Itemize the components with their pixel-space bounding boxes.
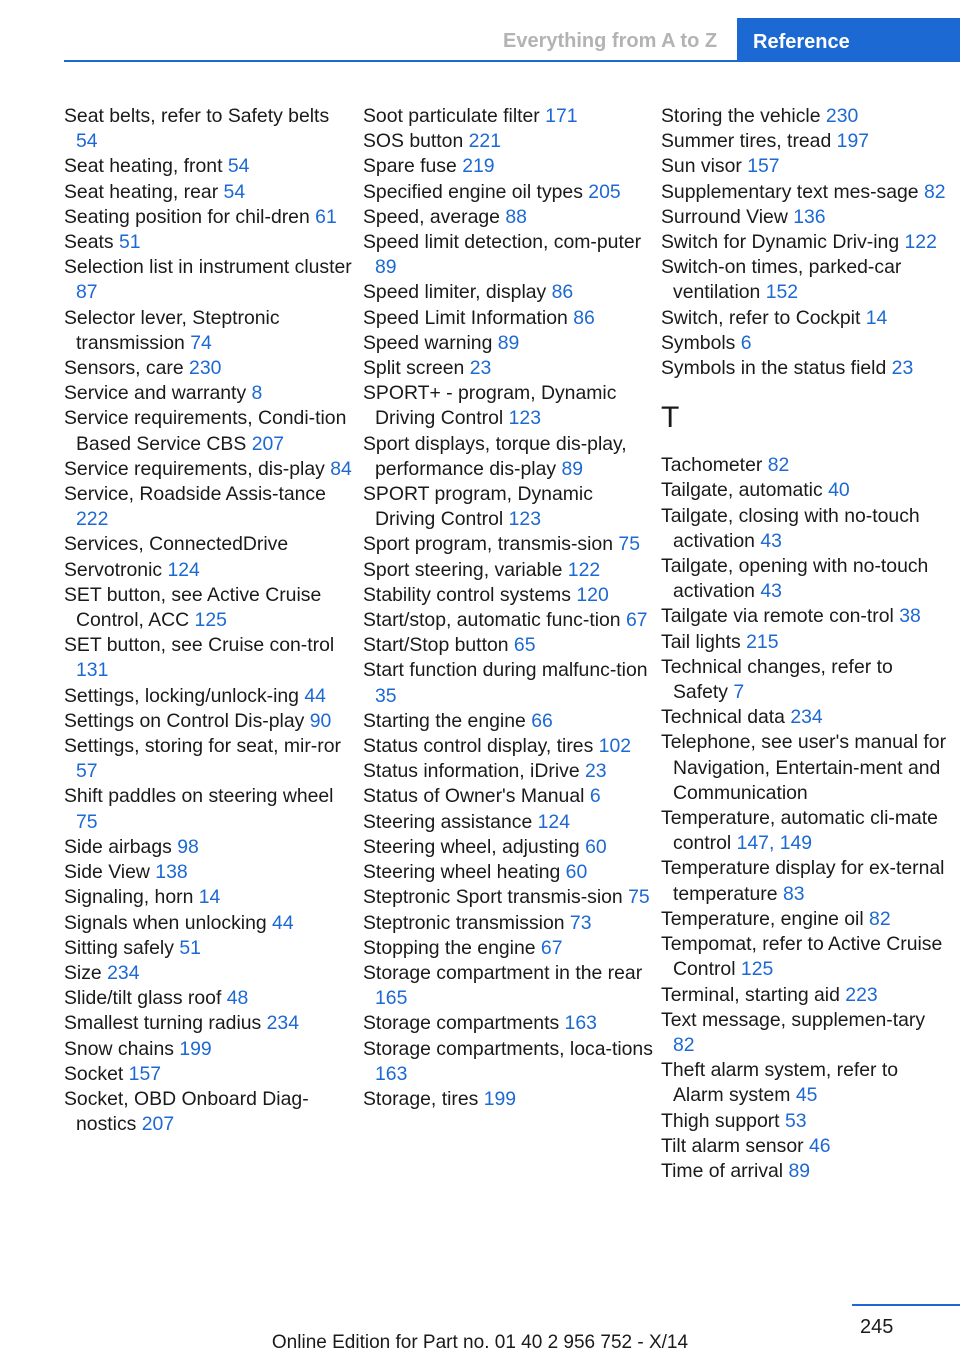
- page-link[interactable]: 73: [569, 911, 592, 934]
- index-entry: [64, 1037, 354, 1062]
- index-entry: [64, 835, 354, 860]
- index-entry: [661, 705, 951, 730]
- entry-term: Text message, supplemen-tary: [661, 1008, 926, 1031]
- index-entry: [661, 1058, 951, 1108]
- page-link[interactable]: 57: [76, 760, 98, 783]
- page-link[interactable]: 102: [598, 735, 632, 758]
- index-entry: [64, 255, 354, 305]
- page-link[interactable]: 54: [76, 130, 98, 153]
- index-entry: [64, 784, 354, 834]
- entry-term: Signaling, horn: [64, 886, 194, 909]
- entry-term: Symbols in the status field: [661, 357, 887, 380]
- entry-term: Telephone, see user's manual for Navigation, Entertain-ment and Communication: [661, 731, 947, 804]
- entry-term: SOS button: [363, 130, 464, 153]
- index-entry: [64, 684, 354, 709]
- page-link[interactable]: 89: [788, 1159, 811, 1182]
- entry-term: Speed limit detection, com-puter: [363, 231, 642, 254]
- index-entry: [661, 453, 951, 478]
- entry-term: Switch, refer to Cockpit: [661, 306, 861, 329]
- page-link[interactable]: 122: [904, 231, 937, 254]
- entry-term: Stability control systems: [363, 583, 571, 606]
- entry-term: Sensors, care: [64, 357, 184, 380]
- index-entry: [661, 205, 951, 230]
- page-link[interactable]: 215: [746, 630, 779, 653]
- entry-term: Service, Roadside Assis-tance: [64, 483, 326, 506]
- index-entry: [661, 478, 951, 503]
- index-entry: [64, 1011, 354, 1036]
- page-link[interactable]: 23: [469, 357, 492, 380]
- index-entry: [363, 911, 653, 936]
- index-entry: [363, 1011, 653, 1036]
- index-entry: [64, 457, 354, 482]
- entry-term: Selector lever, Steptronic transmission: [64, 306, 280, 354]
- page-link[interactable]: 38: [899, 605, 921, 628]
- page-link[interactable]: 199: [179, 1037, 212, 1060]
- index-entry: [363, 1037, 653, 1087]
- page-link[interactable]: 23: [891, 357, 914, 380]
- page-link[interactable]: 6: [589, 785, 601, 808]
- page-link[interactable]: 60: [565, 861, 588, 884]
- page-link[interactable]: 44: [272, 911, 294, 934]
- page-link[interactable]: 120: [576, 583, 609, 606]
- entry-term: Start/Stop button: [363, 634, 509, 657]
- index-entry: [661, 932, 951, 982]
- page-link[interactable]: 234: [790, 706, 823, 729]
- entry-term: Settings, storing for seat, mir-ror: [64, 735, 341, 758]
- index-entry: [661, 504, 951, 554]
- index-entry: [64, 885, 354, 910]
- page-link[interactable]: 125: [194, 609, 227, 632]
- index-entry: [661, 154, 951, 179]
- page-link[interactable]: 51: [118, 231, 141, 254]
- page-link[interactable]: 163: [375, 1062, 408, 1085]
- entry-term: Tailgate, closing with no-touch activation: [661, 504, 920, 552]
- page-link[interactable]: 207: [251, 432, 285, 455]
- entry-term: Steptronic Sport transmis-sion: [363, 886, 623, 909]
- entry-term: Supplementary text mes-sage: [661, 180, 919, 203]
- entry-term: Tailgate, automatic: [661, 479, 823, 502]
- index-entry: [64, 532, 354, 557]
- index-entry: [661, 104, 951, 129]
- entry-term: Temperature, automatic cli-mate control: [661, 807, 938, 855]
- index-entry: [661, 129, 951, 154]
- entry-term: Shift paddles on steering wheel: [64, 785, 334, 808]
- page-link[interactable]: 122: [567, 558, 601, 581]
- page-link[interactable]: 75: [628, 886, 650, 909]
- section-title: Everything from A to Z: [503, 30, 718, 52]
- entry-term: Sport steering, variable: [363, 558, 563, 581]
- entry-term: SPORT program, Dynamic Driving Control: [363, 483, 593, 531]
- index-entry: [363, 658, 653, 708]
- entry-term: Storage compartments, loca-tions: [363, 1037, 653, 1060]
- entry-term: Tailgate via remote con-trol: [661, 605, 894, 628]
- entry-term: Sun visor: [661, 155, 742, 178]
- index-entry: [661, 180, 951, 205]
- entry-term: Tilt alarm sensor: [661, 1134, 804, 1157]
- page-link[interactable]: 165: [375, 987, 408, 1010]
- index-entry: [363, 180, 653, 205]
- page-link[interactable]: 61: [315, 205, 337, 228]
- index-entry: [64, 961, 354, 986]
- entry-term: Tailgate, opening with no-touch activation: [661, 555, 929, 603]
- index-entry: [64, 306, 354, 356]
- entry-term: Seats: [64, 231, 114, 254]
- page-link[interactable]: 43: [760, 529, 782, 552]
- entry-term: Side View: [64, 861, 150, 884]
- index-entry: [363, 280, 653, 305]
- page-link[interactable]: 234: [107, 961, 140, 984]
- entry-term: Sport program, transmis-sion: [363, 533, 614, 556]
- index-entry: [661, 230, 951, 255]
- entry-term: Storage compartment in the rear: [363, 961, 643, 984]
- page-link[interactable]: 44: [304, 684, 326, 707]
- entry-term: Status control display, tires: [363, 735, 594, 758]
- index-entry: [363, 154, 653, 179]
- index-entry: [363, 936, 653, 961]
- index-entry: [363, 633, 653, 658]
- index-entry: [661, 356, 951, 381]
- page-link[interactable]: 124: [537, 810, 570, 833]
- index-entry: [64, 860, 354, 885]
- entry-term: Symbols: [661, 331, 736, 354]
- page-link[interactable]: 207: [141, 1113, 175, 1136]
- entry-term: Start function during malfunc-tion: [363, 659, 648, 682]
- index-entry: [64, 230, 354, 255]
- index-entry: [64, 986, 354, 1011]
- page-link[interactable]: 60: [585, 835, 607, 858]
- entry-term: Surround View: [661, 205, 788, 228]
- index-entry: [64, 356, 354, 381]
- index-entry: [661, 907, 951, 932]
- page-link[interactable]: 219: [462, 155, 495, 178]
- index-entry: [661, 1159, 951, 1184]
- page-number: 245: [860, 1316, 894, 1338]
- index-entry: [661, 655, 951, 705]
- entry-term: Sitting safely: [64, 936, 174, 959]
- entry-term: Seating position for chil-dren: [64, 205, 310, 228]
- page-link[interactable]: 230: [189, 357, 222, 380]
- page-link[interactable]: 138: [155, 861, 188, 884]
- page-link[interactable]: 131: [76, 659, 109, 682]
- entry-term: Terminal, starting aid: [661, 983, 840, 1006]
- page-link[interactable]: 46: [808, 1134, 831, 1157]
- index-entry: [363, 205, 653, 230]
- index-entry: [661, 554, 951, 604]
- entry-term: Tempomat, refer to Active Cruise Control: [661, 933, 943, 981]
- index-entry: [661, 630, 951, 655]
- entry-term: Steptronic transmission: [363, 911, 565, 934]
- index-entry: [661, 730, 951, 806]
- index-entry: [363, 356, 653, 381]
- page-link[interactable]: 230: [825, 105, 859, 127]
- entry-term: Service requirements, Condi-tion Based Service CBS: [64, 407, 347, 455]
- page-link[interactable]: 205: [588, 180, 621, 203]
- entry-term: Steering wheel, adjusting: [363, 835, 580, 858]
- entry-term: Steering assistance: [363, 810, 533, 833]
- index-entry: [661, 255, 951, 305]
- index-entry: [363, 104, 653, 129]
- page-link[interactable]: 147, 149: [736, 832, 813, 855]
- page-link[interactable]: 125: [740, 958, 774, 981]
- page-link[interactable]: 66: [531, 709, 553, 732]
- page-link[interactable]: 157: [128, 1062, 162, 1085]
- entry-term: Spare fuse: [363, 155, 457, 178]
- page-link[interactable]: 171: [545, 105, 578, 127]
- page-link[interactable]: 199: [483, 1087, 517, 1110]
- entry-term: Seat heating, front: [64, 155, 223, 178]
- entry-term: Thigh support: [661, 1109, 780, 1132]
- page-link[interactable]: 197: [836, 130, 870, 153]
- entry-term: Selection list in instrument cluster: [64, 256, 352, 279]
- page-link[interactable]: 43: [760, 580, 782, 603]
- index-entry: [363, 885, 653, 910]
- index-entry: [64, 406, 354, 456]
- index-entry: [363, 306, 653, 331]
- entry-term: Settings on Control Dis-play: [64, 709, 305, 732]
- index-entry: [363, 860, 653, 885]
- page-link[interactable]: 82: [923, 180, 946, 203]
- page-link[interactable]: 14: [865, 306, 888, 329]
- index-entry: [363, 583, 653, 608]
- entry-term: Signals when unlocking: [64, 911, 267, 934]
- entry-term: Temperature display for ex-ternal temperature: [661, 857, 945, 905]
- entry-term: Storage, tires: [363, 1087, 479, 1110]
- entry-term: Settings, locking/unlock-ing: [64, 684, 299, 707]
- entry-term: Size: [64, 961, 102, 984]
- page-link[interactable]: 14: [198, 886, 221, 909]
- page-link[interactable]: 82: [869, 907, 891, 930]
- entry-term: Time of arrival: [661, 1159, 784, 1182]
- index-entry: [64, 205, 354, 230]
- entry-term: Temperature, engine oil: [661, 907, 864, 930]
- index-entry: [363, 331, 653, 356]
- index-entry: [661, 331, 951, 356]
- page-link[interactable]: 234: [266, 1012, 299, 1035]
- entry-term: Tail lights: [661, 630, 741, 653]
- entry-term: Snow chains: [64, 1037, 174, 1060]
- index-entry: [64, 558, 354, 583]
- header-rule: [64, 60, 737, 62]
- index-entry: [64, 154, 354, 179]
- index-column-3: [661, 104, 951, 1184]
- index-entry: [363, 230, 653, 280]
- index-entry: [363, 784, 653, 809]
- entry-term: SET button, see Active Cruise Control, ACC: [64, 583, 322, 632]
- entry-term: Split screen: [363, 357, 465, 380]
- page-link[interactable]: 6: [740, 331, 752, 354]
- page-link[interactable]: 54: [227, 155, 250, 178]
- index-entry: [363, 532, 653, 557]
- page-link[interactable]: 123: [508, 407, 541, 430]
- index-entry: [64, 734, 354, 784]
- index-entry: [661, 306, 951, 331]
- index-entry: [64, 709, 354, 734]
- entry-term: Speed Limit Information: [363, 306, 568, 329]
- index-column-1: [64, 104, 354, 1137]
- entry-term: Start/stop, automatic func-tion: [363, 609, 621, 632]
- entry-term: Theft alarm system, refer to Alarm system: [661, 1059, 899, 1107]
- index-entry: [661, 806, 951, 856]
- entry-term: Stopping the engine: [363, 936, 536, 959]
- page-link[interactable]: 86: [573, 306, 595, 329]
- entry-term: Slide/tilt glass roof: [64, 987, 222, 1010]
- entry-term: Speed limiter, display: [363, 281, 547, 304]
- page-link[interactable]: 7: [733, 681, 745, 704]
- entry-term: Side airbags: [64, 835, 172, 858]
- footer-edition: Online Edition for Part no. 01 40 2 956 752 - X/14: [271, 1332, 689, 1353]
- page-link[interactable]: 48: [226, 987, 249, 1010]
- entry-term: Summer tires, tread: [661, 130, 832, 153]
- entry-term: Status of Owner's Manual: [363, 785, 585, 808]
- section-tab: Reference: [737, 18, 960, 62]
- index-entry: [64, 583, 354, 633]
- entry-term: Speed warning: [363, 331, 493, 354]
- page-link[interactable]: 23: [585, 760, 607, 783]
- letter-heading: T: [661, 401, 680, 435]
- index-entry: [363, 961, 653, 1011]
- page-link[interactable]: 152: [765, 281, 799, 304]
- entry-term: Servotronic: [64, 558, 163, 581]
- entry-term: Socket, OBD Onboard Diag-nostics: [64, 1087, 309, 1136]
- page-link[interactable]: 87: [76, 281, 98, 304]
- page-link[interactable]: 84: [330, 457, 352, 480]
- page-link[interactable]: 86: [551, 281, 574, 304]
- entry-term: Sport displays, torque dis-play, performance dis-play: [363, 432, 627, 480]
- index-entry: [661, 604, 951, 629]
- entry-term: Technical changes, refer to Safety: [661, 655, 893, 704]
- page-link[interactable]: 51: [179, 936, 201, 959]
- entry-term: Services, ConnectedDrive: [64, 533, 289, 556]
- entry-term: Starting the engine: [363, 709, 526, 732]
- entry-term: Socket: [64, 1062, 124, 1085]
- index-entry: [64, 104, 354, 154]
- page-header: [0, 0, 960, 62]
- index-column-2: [363, 104, 653, 1112]
- entry-term: Seat heating, rear: [64, 180, 219, 203]
- entry-term: SET button, see Cruise con-trol: [64, 634, 335, 657]
- index-entry: [64, 633, 354, 683]
- page-link[interactable]: 45: [795, 1084, 818, 1107]
- index-entry: [64, 911, 354, 936]
- page-link[interactable]: 67: [540, 936, 563, 959]
- entry-term: Specified engine oil types: [363, 180, 583, 203]
- page-link[interactable]: 40: [828, 479, 850, 502]
- page-link[interactable]: 75: [618, 533, 640, 556]
- index-entry: [363, 1087, 653, 1112]
- index-entry: [661, 856, 951, 906]
- page-link[interactable]: 82: [673, 1033, 695, 1056]
- page-link[interactable]: 83: [782, 882, 805, 905]
- index-entry: [64, 482, 354, 532]
- entry-term: Storage compartments: [363, 1012, 560, 1035]
- index-entry: [64, 381, 354, 406]
- entry-term: Soot particulate filter: [363, 105, 540, 127]
- index-entry: [64, 180, 354, 205]
- page-link[interactable]: 123: [508, 508, 541, 531]
- index-entry: [363, 734, 653, 759]
- index-entry: [661, 983, 951, 1008]
- page-link[interactable]: 35: [375, 684, 397, 707]
- page-link[interactable]: 98: [177, 835, 199, 858]
- index-entry: [363, 432, 653, 482]
- index-entry: [363, 709, 653, 734]
- index-entry: [661, 1109, 951, 1134]
- index-entry: [363, 482, 653, 532]
- entry-term: Status information, iDrive: [363, 760, 580, 783]
- entry-term: Seat belts, refer to Safety belts: [64, 105, 330, 127]
- page-link[interactable]: 89: [561, 457, 584, 480]
- page-link[interactable]: 157: [747, 155, 780, 178]
- index-entry: [363, 835, 653, 860]
- page-link[interactable]: 221: [468, 130, 501, 153]
- index-entry: [363, 558, 653, 583]
- page-link[interactable]: 75: [76, 810, 98, 833]
- page-link[interactable]: 89: [497, 331, 520, 354]
- page-link[interactable]: 223: [845, 983, 878, 1006]
- entry-term: Storing the vehicle: [661, 105, 821, 127]
- index-entry: [661, 1008, 951, 1058]
- page-link[interactable]: 53: [784, 1109, 807, 1132]
- entry-term: Steering wheel heating: [363, 861, 561, 884]
- index-entry: [64, 936, 354, 961]
- page-link[interactable]: 82: [767, 454, 790, 477]
- index-entry: [661, 1134, 951, 1159]
- index-entry: [363, 381, 653, 431]
- entry-term: Switch for Dynamic Driv-ing: [661, 231, 900, 254]
- page-link[interactable]: 67: [625, 609, 648, 632]
- page-link[interactable]: 163: [564, 1012, 597, 1035]
- entry-term: Smallest turning radius: [64, 1012, 262, 1035]
- page-link[interactable]: 54: [223, 180, 246, 203]
- page-link[interactable]: 74: [190, 331, 212, 354]
- page-link[interactable]: 8: [251, 382, 263, 405]
- entry-term: Speed, average: [363, 205, 500, 228]
- entry-term: Switch-on times, parked-car ventilation: [661, 256, 902, 304]
- index-entry: [64, 1087, 354, 1137]
- entry-term: Service and warranty: [64, 382, 247, 405]
- index-entry: [64, 1062, 354, 1087]
- entry-term: Tachometer: [661, 454, 763, 477]
- page-link[interactable]: 136: [793, 205, 826, 228]
- index-entry: [363, 129, 653, 154]
- index-entry: [363, 608, 653, 633]
- entry-term: Service requirements, dis-play: [64, 457, 325, 480]
- page-link[interactable]: 89: [375, 256, 397, 279]
- page-link[interactable]: 88: [505, 205, 527, 228]
- entry-term: Technical data: [661, 706, 785, 729]
- index-entry: [363, 810, 653, 835]
- page-number-rule: [852, 1304, 960, 1306]
- index-entry: [363, 759, 653, 784]
- page-link[interactable]: 65: [513, 634, 536, 657]
- page-link[interactable]: 222: [76, 508, 109, 531]
- page-link[interactable]: 124: [167, 558, 200, 581]
- page-link[interactable]: 90: [309, 709, 332, 732]
- entry-term: SPORT+ - program, Dynamic Driving Control: [363, 382, 617, 430]
